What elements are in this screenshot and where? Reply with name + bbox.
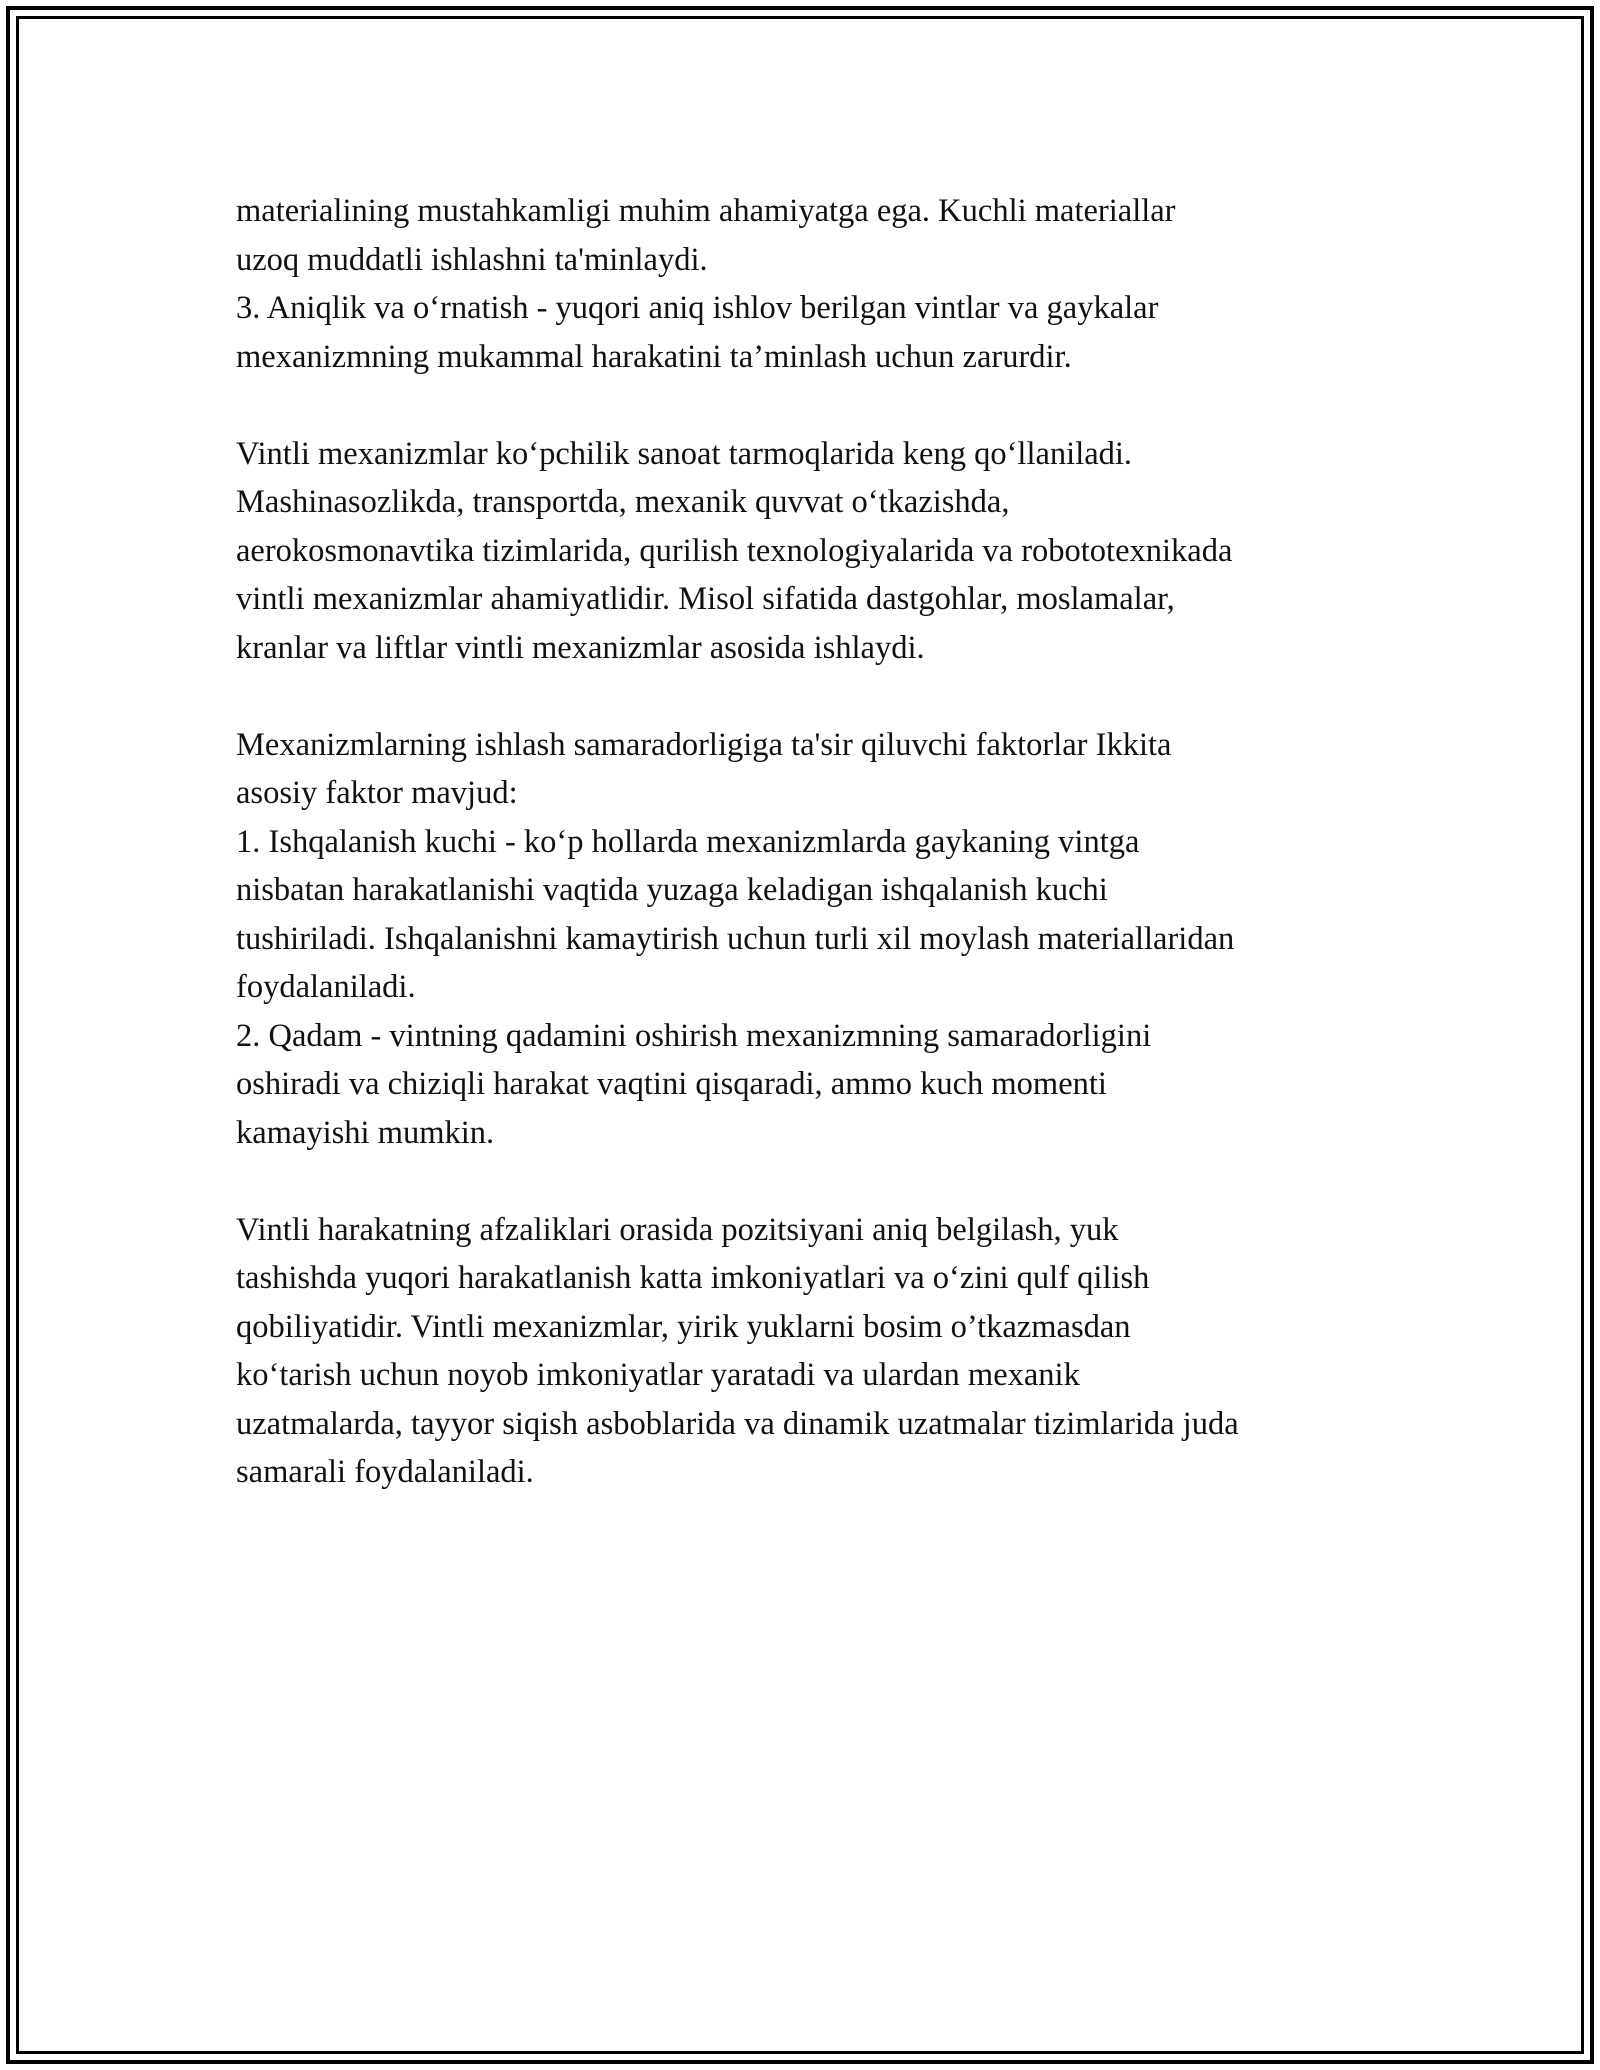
paragraph-applications: Vintli mexanizmlar ko‘pchilik sanoat tarmoqlarida keng qo‘llaniladi. Mashinasozlikda, transportda, mexanik quvvat o‘tkazishda, aerokosmonavtika tizimlarida, qurilish texnologiyalarida va robototexnikada vintli mexanizmlar ahamiyatlidir. Misol sifatida dastgohlar, moslamalar, kranlar va liftlar vintli mexanizmlar asosida ishlaydi. <box>236 435 1233 666</box>
paragraph-materials-precision: materialining mustahkamligi muhim ahamiyatga ega. Kuchli materiallar uzoq muddatli ishlashni ta'minlaydi. 3. Aniqlik va o‘rnatish - yuqori aniq ishlov berilgan vintlar va gaykalar mexanizmning mukammal harakatini ta’minlash uchun zarurdir. <box>236 193 1176 375</box>
document-body <box>236 187 1386 1497</box>
paragraph-efficiency-factors: Mexanizmlarning ishlash samaradorligiga ta'sir qiluvchi faktorlar Ikkita asosiy faktor mavjud: 1. Ishqalanish kuchi - ko‘p hollarda mexanizmlarda gaykaning vintga nisbatan harakatlanishi vaqtida yuzaga keladigan ishqalanish kuchi tushiriladi. Ishqalanishni kamaytirish uchun turli xil moylash materiallaridan foydalaniladi. 2. Qadam - vintning qadamini oshirish mexanizmning samaradorligini oshiradi va chiziqli harakat vaqtini qisqaradi, ammo kuch momenti kamayishi mumkin. <box>236 726 1235 1151</box>
paragraph-advantages: Vintli harakatning afzaliklari orasida pozitsiyani aniq belgilash, yuk tashishda yuqori harakatlanish katta imkoniyatlari va o‘zini qulf qilish qobiliyatidir. Vintli mexanizmlar, yirik yuklarni bosim o’tkazmasdan ko‘tarish uchun noyob imkoniyatlar yaratadi va ulardan mexanik uzatmalarda, tayyor siqish asboblarida va dinamik uzatmalar tizimlarida juda samarali foydalaniladi. <box>236 1211 1239 1490</box>
